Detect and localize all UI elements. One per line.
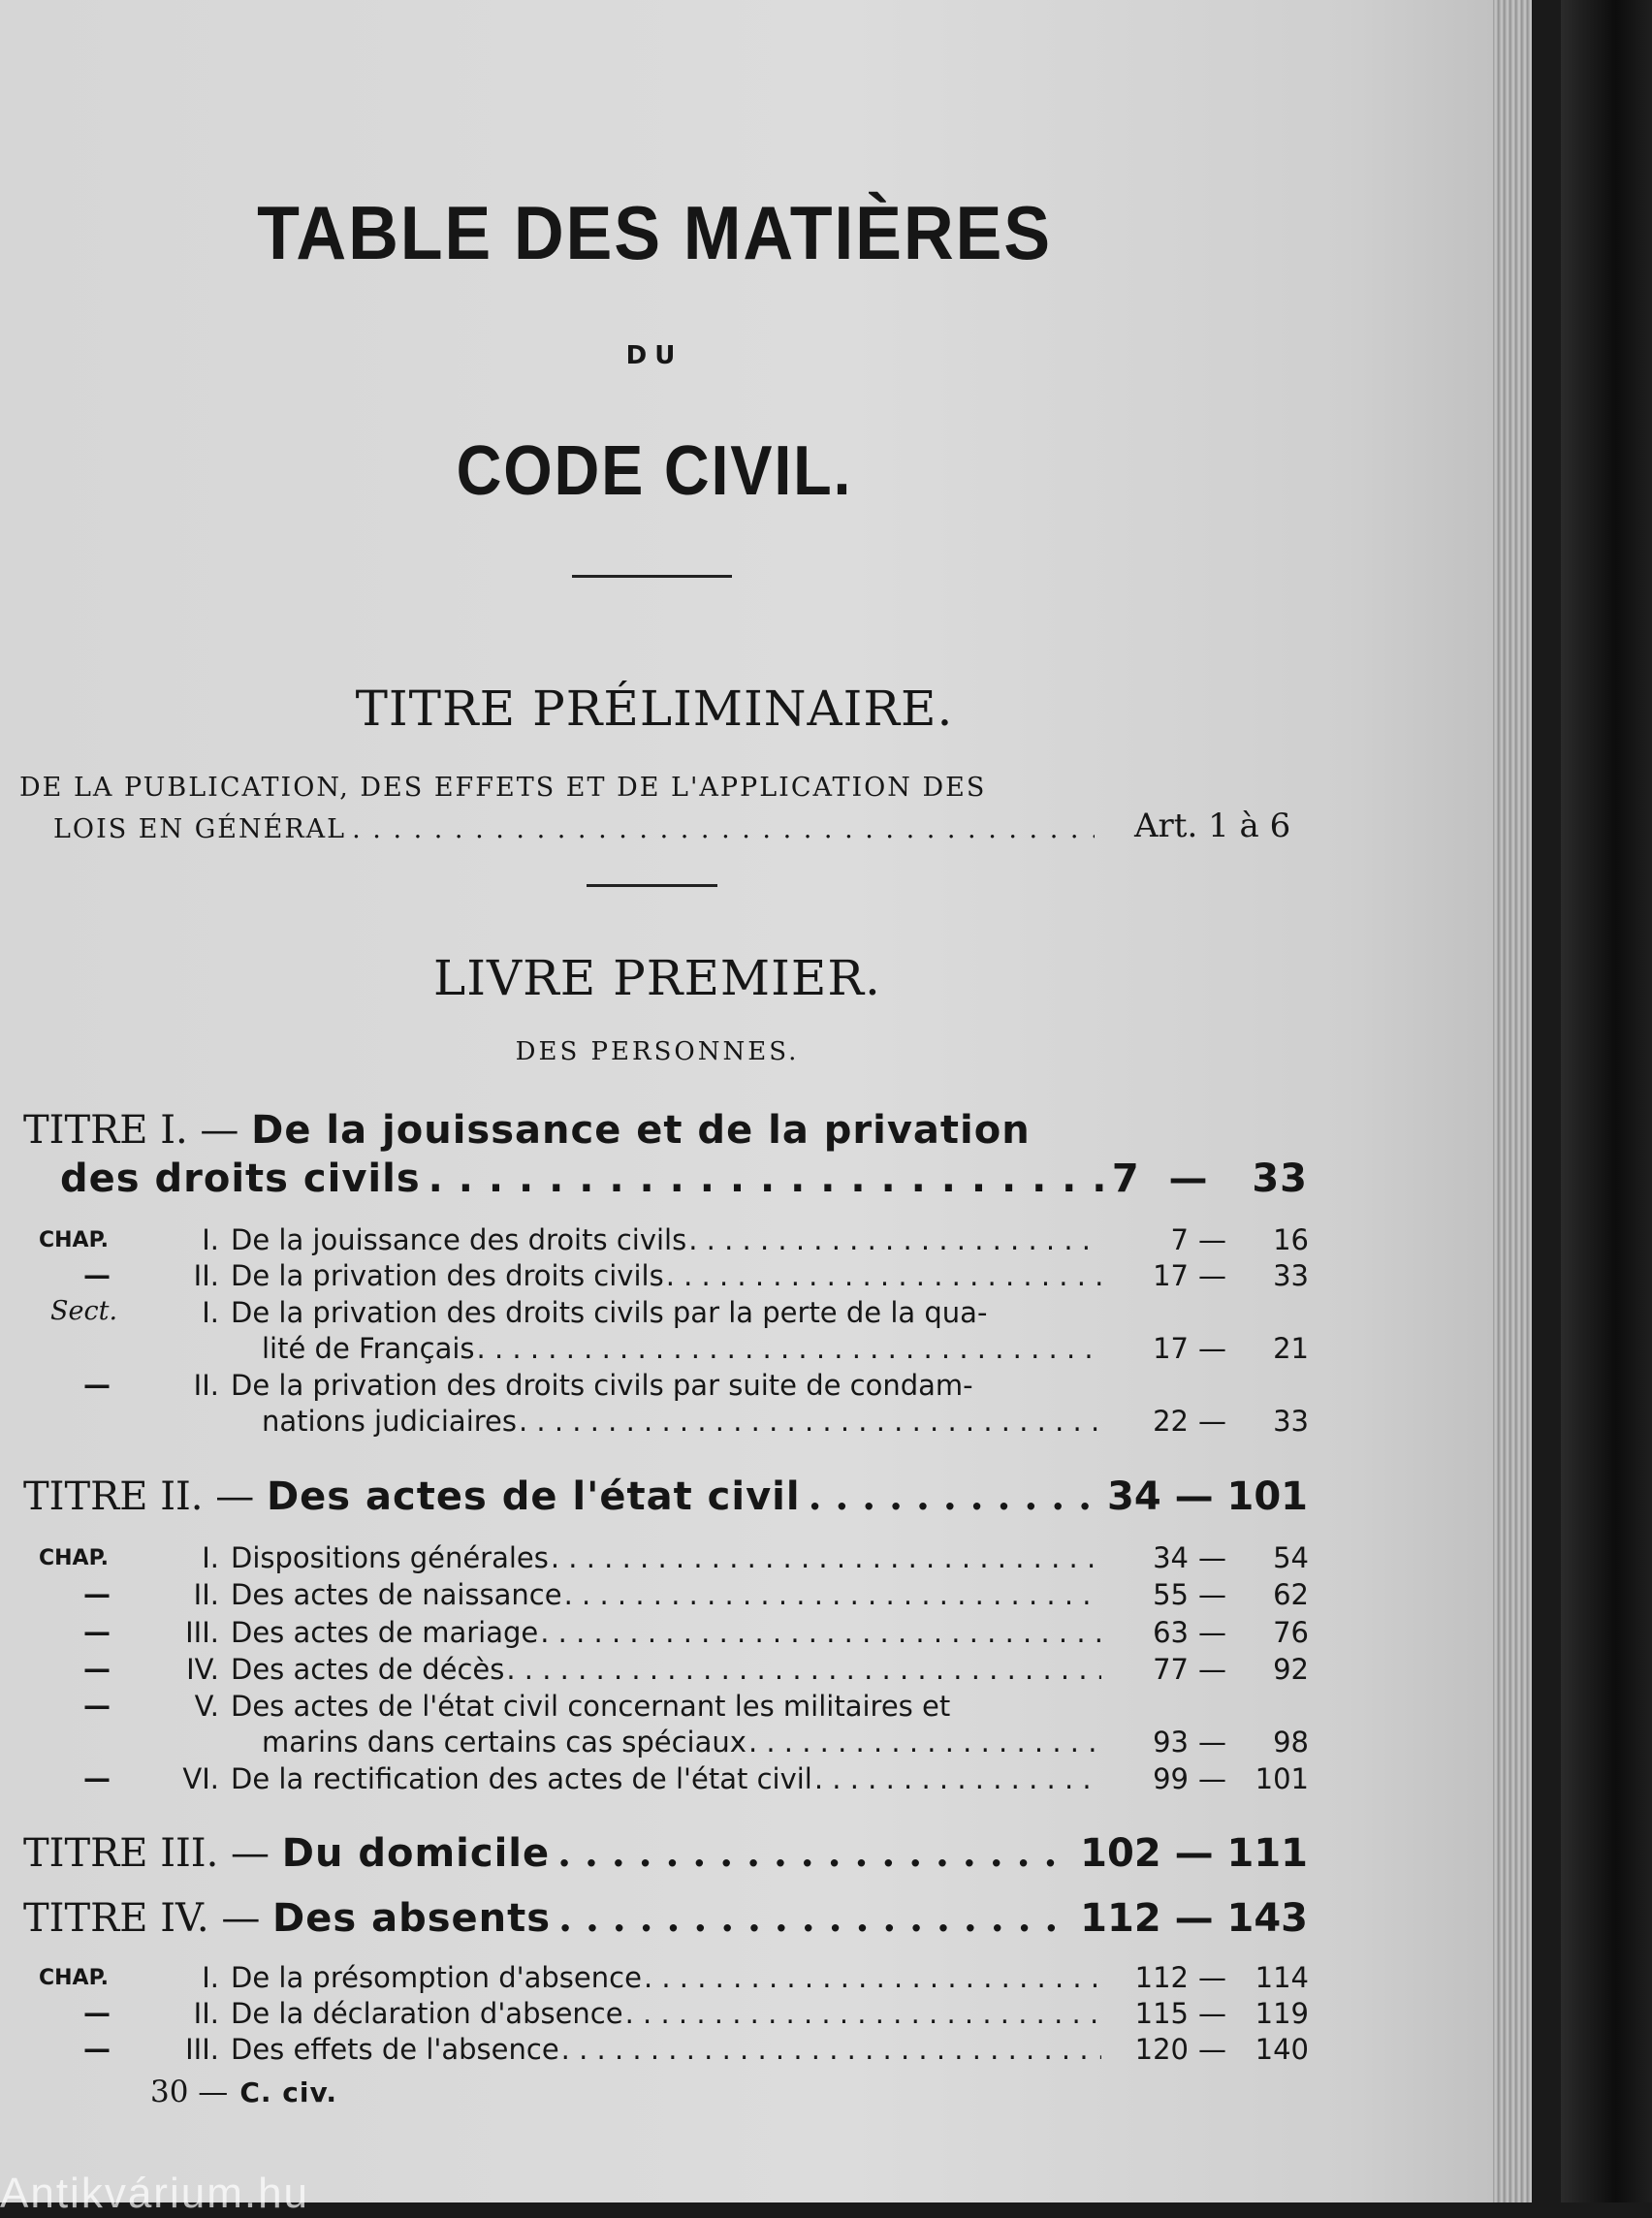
- entry-to: 114: [1255, 1961, 1309, 1994]
- entry-body: [231, 1653, 1101, 1686]
- entry-kind: —: [83, 1690, 111, 1722]
- entry-text: Des actes de mariage: [231, 1616, 539, 1649]
- leader-dots: [561, 2033, 1101, 2066]
- entry-text: marins dans certains cas spéciaux: [262, 1726, 747, 1759]
- entry-kind: —: [83, 1578, 111, 1610]
- divider-rule: [572, 575, 732, 578]
- entry-from: 22: [1153, 1405, 1189, 1438]
- entry-dash: —: [1198, 1405, 1226, 1438]
- entry-body: [262, 1405, 1101, 1438]
- entry-kind: [39, 1726, 155, 1730]
- entry-dash: —: [1198, 1578, 1226, 1611]
- entry-from: 17: [1153, 1332, 1189, 1365]
- entry-dash: —: [1198, 1616, 1226, 1649]
- entry-body: [231, 1296, 1101, 1329]
- leader-dots: [352, 814, 1095, 844]
- entry-number: I.: [202, 1223, 219, 1256]
- entry-number: III.: [185, 2033, 219, 2066]
- entry-to: 119: [1255, 1997, 1309, 2030]
- entry-from: 34: [1153, 1541, 1189, 1574]
- entry-kind: Sect.: [50, 1296, 118, 1326]
- entry-kind: [39, 1405, 155, 1410]
- leader-dots: [477, 1332, 1101, 1365]
- entry-body: [231, 1690, 1101, 1723]
- entry-from: 115: [1134, 1997, 1189, 2030]
- entry-kind: —: [83, 1762, 111, 1794]
- entry-text: De la privation des droits civils: [231, 1259, 664, 1292]
- titre-3-range: 102 — 111: [1080, 1831, 1308, 1876]
- entry-number: I.: [202, 1961, 219, 1994]
- entry-number: V.: [194, 1690, 219, 1723]
- titre-4-range: 112 — 143: [1080, 1896, 1308, 1941]
- titre-2-heading: [23, 1473, 1308, 1519]
- leader-dots: [519, 1405, 1101, 1438]
- entry-to: 76: [1273, 1616, 1309, 1649]
- entry-body: [231, 1578, 1101, 1611]
- titre-preliminaire-heading: TITRE PRÉLIMINAIRE.: [355, 681, 954, 737]
- entry-to: 98: [1273, 1726, 1309, 1759]
- entry-body: [231, 2033, 1101, 2066]
- titre-1-text: De la jouissance et de la privation: [251, 1108, 1031, 1153]
- entry-from: 112: [1134, 1961, 1189, 1994]
- entry-text: lité de Français: [262, 1332, 475, 1365]
- entry-dash: —: [1198, 1762, 1226, 1795]
- toc-entry: [0, 1726, 1311, 1762]
- entry-number: VI.: [182, 1762, 219, 1795]
- entry-text: De la privation des droits civils par la perte de la qua-: [231, 1296, 988, 1329]
- livre-subtitle: DES PERSONNES.: [515, 1037, 800, 1066]
- entry-body: [262, 1332, 1101, 1365]
- toc-entry: [0, 1405, 1311, 1442]
- entry-body: [231, 1541, 1101, 1574]
- entry-to: 33: [1273, 1259, 1309, 1292]
- entry-text: Dispositions générales: [231, 1541, 549, 1574]
- entry-number: IV.: [186, 1653, 219, 1686]
- divider-rule: [587, 884, 717, 887]
- leader-dots: [429, 1157, 1104, 1201]
- titre-2-text: Des actes de l'état civil: [266, 1474, 801, 1519]
- entry-from: 93: [1153, 1726, 1189, 1759]
- entry-text: nations judiciaires: [262, 1405, 517, 1438]
- entry-text: De la jouissance des droits civils: [231, 1223, 687, 1256]
- entry-dash: —: [1198, 1653, 1226, 1686]
- entry-kind: —: [83, 1616, 111, 1648]
- toc-entry: [0, 2033, 1311, 2070]
- du-subtitle: DU: [625, 341, 683, 370]
- titre-3-text: Du domicile: [281, 1831, 551, 1876]
- leader-dots: [688, 1223, 1101, 1256]
- toc-entry: [0, 1997, 1311, 2034]
- entry-from: 120: [1134, 2033, 1189, 2066]
- leader-dots: [644, 1961, 1101, 1994]
- entry-kind: [39, 1332, 155, 1337]
- entry-to: 140: [1255, 2033, 1309, 2066]
- entry-number: II.: [193, 1369, 219, 1402]
- toc-entry: [0, 1259, 1311, 1296]
- entry-kind: —: [83, 1653, 111, 1685]
- page-number: 30 —: [150, 2075, 229, 2109]
- toc-entry: [0, 1961, 1311, 1998]
- entry-from: 55: [1153, 1578, 1189, 1611]
- entry-dash: —: [1198, 1259, 1226, 1292]
- leader-dots: [557, 1830, 1072, 1876]
- toc-entry: [0, 1223, 1311, 1260]
- entry-dash: —: [1198, 1726, 1226, 1759]
- entry-body: [231, 1762, 1101, 1795]
- entry-from: 63: [1153, 1616, 1189, 1649]
- entry-number: II.: [193, 1578, 219, 1611]
- toc-entry: [0, 1369, 1311, 1406]
- entry-kind: —: [83, 2033, 111, 2065]
- entry-text: Des actes de l'état civil concernant les militaires et: [231, 1690, 951, 1723]
- entry-dash: —: [1198, 2033, 1226, 2066]
- leader-dots: [564, 1578, 1101, 1611]
- entry-kind: CHAP.: [39, 1228, 110, 1252]
- entry-body: [231, 1961, 1101, 1994]
- entry-dash: —: [1198, 1961, 1226, 1994]
- entry-dash: —: [1198, 1223, 1226, 1256]
- signature-mark: C. civ.: [239, 2076, 338, 2108]
- titre-4-label: TITRE IV. —: [23, 1896, 261, 1941]
- titre-1-text-2: des droits civils: [60, 1157, 421, 1201]
- entry-to: 62: [1273, 1578, 1309, 1611]
- leader-dots: [540, 1616, 1101, 1649]
- leader-dots: [748, 1726, 1101, 1759]
- leader-dots: [666, 1259, 1101, 1292]
- entry-kind: —: [83, 1369, 111, 1401]
- entry-to: 21: [1273, 1332, 1309, 1365]
- entry-to: 101: [1255, 1762, 1309, 1795]
- entry-kind: CHAP.: [39, 1966, 110, 1990]
- entry-kind: CHAP.: [39, 1546, 110, 1570]
- prelim-article-range: Art. 1 à 6: [1134, 807, 1291, 845]
- code-title: CODE CIVIL.: [456, 432, 853, 510]
- entry-to: 16: [1273, 1223, 1309, 1256]
- entry-text: De la rectification des actes de l'état civil: [231, 1762, 812, 1795]
- entry-number: I.: [202, 1296, 219, 1329]
- toc-entry: [0, 1616, 1311, 1653]
- entry-body: [262, 1726, 1101, 1759]
- entry-kind: —: [83, 1259, 111, 1291]
- entry-from: 7: [1170, 1223, 1189, 1256]
- prelim-line-2-text: LOIS EN GÉNÉRAL: [53, 814, 347, 844]
- titre-1-range: 7 — 33: [1111, 1157, 1308, 1201]
- entry-text: De la présomption d'absence: [231, 1961, 642, 1994]
- titre-3-heading: [23, 1830, 1308, 1876]
- titre-1-continuation: [60, 1157, 1308, 1201]
- entry-body: [231, 1259, 1101, 1292]
- leader-dots: [558, 1895, 1072, 1941]
- entry-text: De la privation des droits civils par suite de condam-: [231, 1369, 973, 1402]
- entry-body: [231, 1369, 1101, 1402]
- entry-text: De la déclaration d'absence: [231, 1997, 623, 2030]
- prelim-line-2: [53, 814, 1100, 844]
- entry-number: I.: [202, 1541, 219, 1574]
- leader-dots: [814, 1762, 1101, 1795]
- leader-dots: [809, 1473, 1099, 1519]
- entry-kind: —: [83, 1997, 111, 2029]
- entry-number: II.: [193, 1259, 219, 1292]
- entry-from: 99: [1153, 1762, 1189, 1795]
- watermark: Antikvárium.hu: [0, 2170, 310, 2217]
- prelim-line-1: DE LA PUBLICATION, DES EFFETS ET DE L'APPLICATION DES: [19, 773, 987, 803]
- entry-dash: —: [1198, 1332, 1226, 1365]
- entry-from: 77: [1153, 1653, 1189, 1686]
- page-footer: [150, 2075, 337, 2109]
- toc-entry: [0, 1653, 1311, 1690]
- toc-entry: [0, 1541, 1311, 1578]
- entry-text: Des actes de naissance: [231, 1578, 562, 1611]
- titre-1-heading: [23, 1108, 1308, 1153]
- entry-text: Des actes de décès: [231, 1653, 505, 1686]
- entry-dash: —: [1198, 1997, 1226, 2030]
- entry-from: 17: [1153, 1259, 1189, 1292]
- book-cover-spine: [1561, 0, 1652, 2202]
- toc-entry: [0, 1332, 1311, 1369]
- titre-4-heading: [23, 1895, 1308, 1941]
- entry-text: Des effets de l'absence: [231, 2033, 559, 2066]
- titre-2-range: 34 — 101: [1106, 1474, 1308, 1519]
- titre-3-label: TITRE III. —: [23, 1831, 270, 1876]
- entry-number: III.: [185, 1616, 219, 1649]
- entry-to: 54: [1273, 1541, 1309, 1574]
- toc-entry: [0, 1690, 1311, 1727]
- toc-entry: [0, 1296, 1311, 1333]
- page-edges: [1493, 0, 1532, 2202]
- leader-dots: [551, 1541, 1101, 1574]
- entry-dash: —: [1198, 1541, 1226, 1574]
- toc-entry: [0, 1578, 1311, 1615]
- livre-heading: LIVRE PREMIER.: [433, 950, 881, 1006]
- entry-to: 33: [1273, 1405, 1309, 1438]
- entry-body: [231, 1616, 1101, 1649]
- titre-1-label: TITRE I. —: [23, 1108, 239, 1153]
- main-title: TABLE DES MATIÈRES: [257, 190, 1052, 275]
- toc-entry: [0, 1762, 1311, 1799]
- entry-body: [231, 1997, 1101, 2030]
- titre-4-text: Des absents: [272, 1896, 552, 1941]
- entry-number: II.: [193, 1997, 219, 2030]
- leader-dots: [625, 1997, 1101, 2030]
- leader-dots: [506, 1653, 1101, 1686]
- entry-to: 92: [1273, 1653, 1309, 1686]
- titre-2-label: TITRE II. —: [23, 1474, 255, 1519]
- entry-body: [231, 1223, 1101, 1256]
